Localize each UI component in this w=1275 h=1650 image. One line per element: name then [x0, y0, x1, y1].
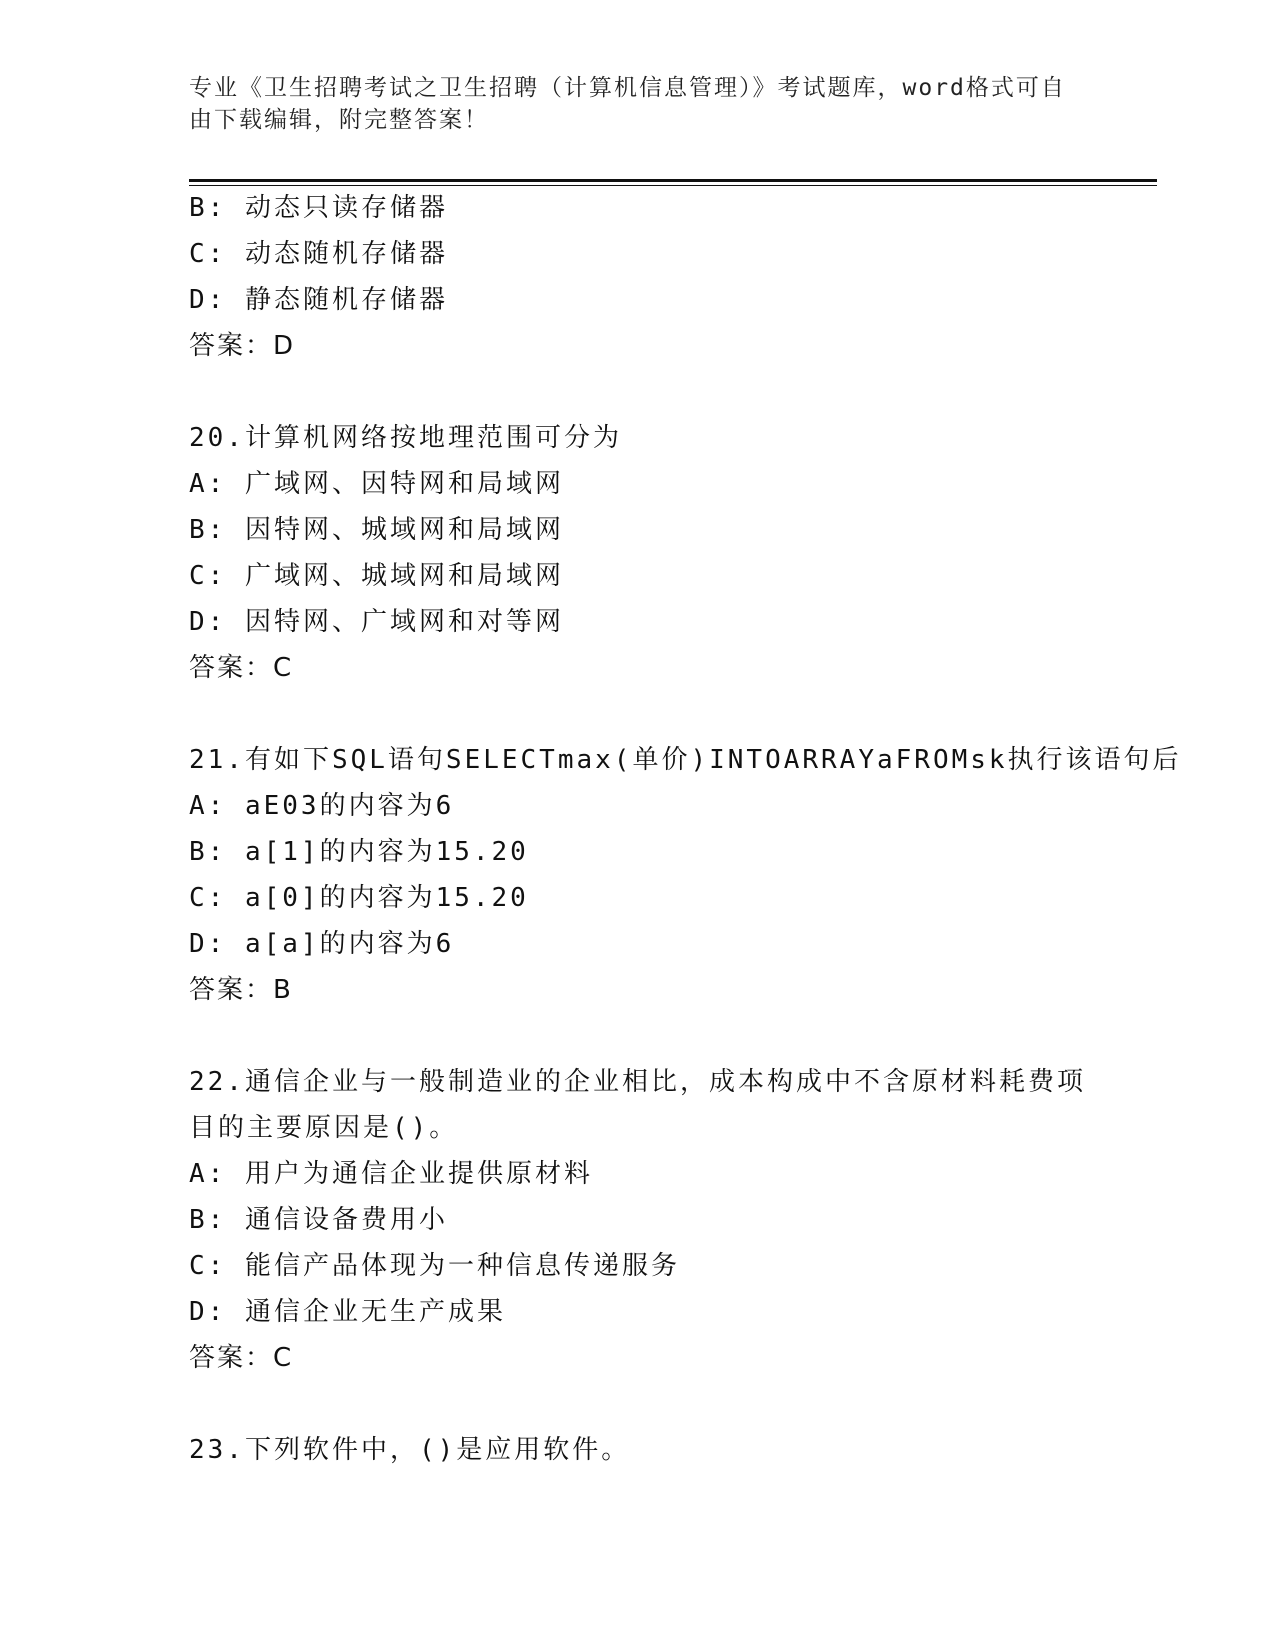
header-line-2: 由下载编辑，附完整答案！ — [189, 107, 489, 133]
q21-question: 21.有如下SQL语句SELECTmax(单价)INTOARRAYaFROMsk执行该语句后 — [189, 745, 1182, 775]
q21-answer: 答案：B — [189, 975, 293, 1005]
header-line-1: 专业《卫生招聘考试之卫生招聘（计算机信息管理）》考试题库，word格式可自 — [189, 75, 1066, 101]
q21-option-a: A: aE03的内容为6 — [189, 791, 455, 821]
q22-option-a: A: 用户为通信企业提供原材料 — [189, 1159, 593, 1189]
q22-question-line-2: 目的主要原因是()。 — [189, 1113, 459, 1143]
header-divider-thin — [189, 185, 1157, 186]
q19-answer: 答案：D — [189, 331, 296, 361]
q21-option-d: D: a[a]的内容为6 — [189, 929, 455, 959]
q19-option-d: D: 静态随机存储器 — [189, 285, 448, 315]
q20-option-c: C: 广域网、城域网和局域网 — [189, 561, 564, 591]
q21-option-c: C: a[0]的内容为15.20 — [189, 883, 529, 913]
q21-option-b: B: a[1]的内容为15.20 — [189, 837, 529, 867]
document-header — [189, 72, 1089, 136]
q23-question: 23.下列软件中，()是应用软件。 — [189, 1435, 631, 1465]
q19-option-b: B: 动态只读存储器 — [189, 193, 448, 223]
q20-option-a: A: 广域网、因特网和局域网 — [189, 469, 564, 499]
q22-option-b: B: 通信设备费用小 — [189, 1205, 448, 1235]
q22-option-d: D: 通信企业无生产成果 — [189, 1297, 506, 1327]
q22-option-c: C: 能信产品体现为一种信息传递服务 — [189, 1251, 680, 1281]
q20-answer: 答案：C — [189, 653, 294, 683]
q22-answer: 答案：C — [189, 1343, 294, 1373]
q19-option-c: C: 动态随机存储器 — [189, 239, 448, 269]
q20-option-b: B: 因特网、城域网和局域网 — [189, 515, 564, 545]
q20-option-d: D: 因特网、广域网和对等网 — [189, 607, 564, 637]
q20-question: 20.计算机网络按地理范围可分为 — [189, 423, 622, 453]
q22-question-line-1: 22.通信企业与一般制造业的企业相比，成本构成中不含原材料耗费项 — [189, 1067, 1086, 1097]
header-divider-thick — [189, 179, 1157, 182]
